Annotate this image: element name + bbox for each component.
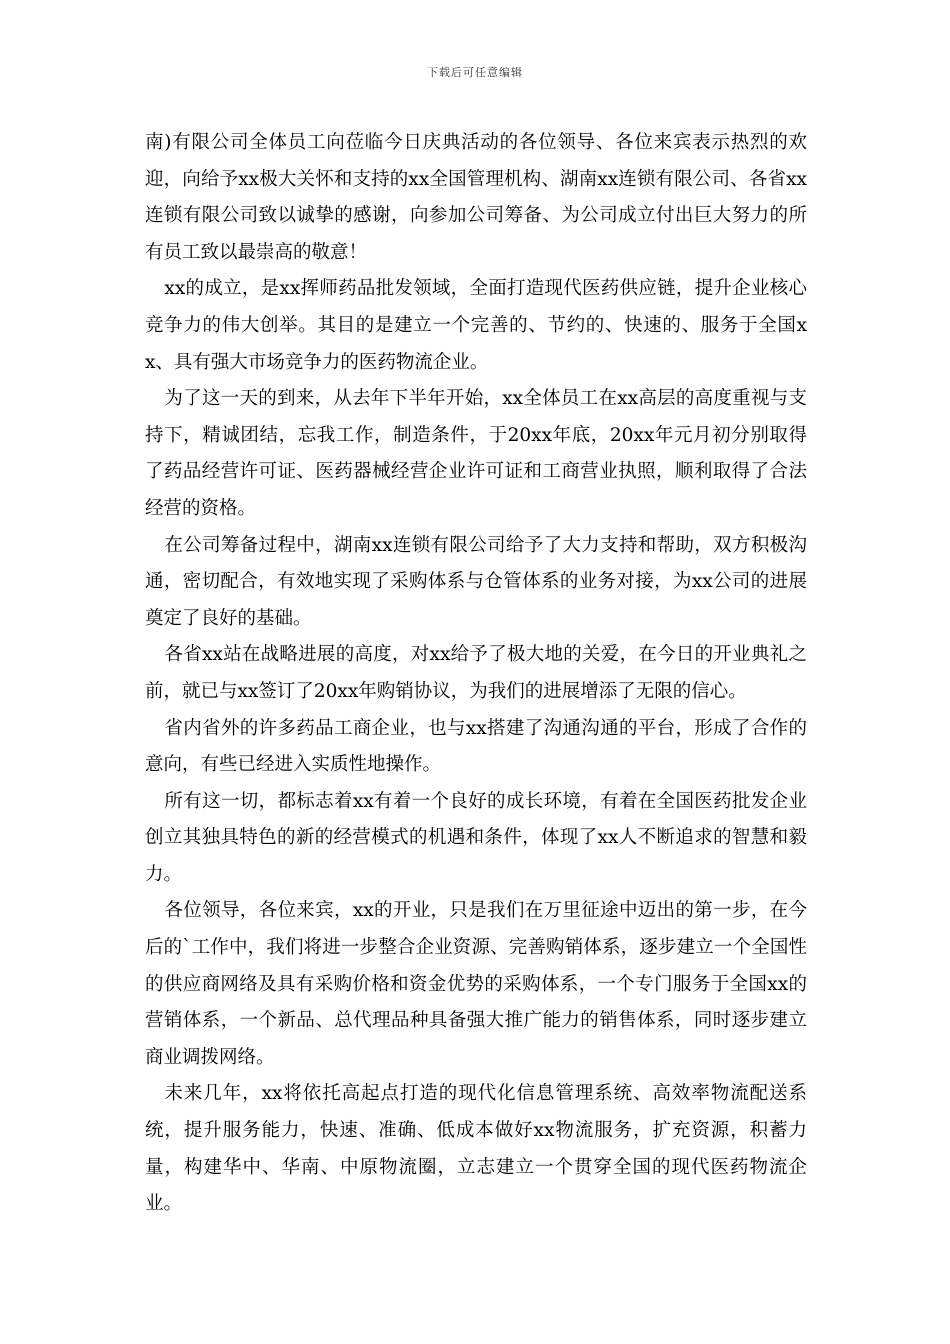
paragraph-8: 各位领导，各位来宾，xx的开业，只是我们在万里征途中迈出的第一步，在今后的`工作中，我们将进一步整合企业资源、完善购销体系，逐步建立一个全国性的供应商网络及具有采购价格和资金优势的采购体系，一个专门服务于全国xx的营销体系，一个新品、总代理品种具备强大推广能力的销售体系，同时逐步建立商业调拨网络。 <box>145 900 807 1068</box>
paragraph-2: xx的成立，是xx挥师药品批发领域，全面打造现代医药供应链，提升企业核心竞争力的伟大创举。其目的是建立一个完善的、节约的、快速的、服务于全国xx、具有强大市场竞争力的医药物流企业。 <box>145 278 807 373</box>
paragraph-3: 为了这一天的到来，从去年下半年开始，xx全体员工在xx高层的高度重视与支持下，精诚团结，忘我工作，制造条件，于20xx年底，20xx年元月初分别取得了药品经营许可证、医药器械经营企业许可证和工商营业执照，顺利取得了合法经营的资格。 <box>145 388 807 519</box>
paragraph-1: 南)有限公司全体员工向莅临今日庆典活动的各位领导、各位来宾表示热烈的欢迎，向给予xx极大关怀和支持的xx全国管理机构、湖南xx连锁有限公司、各省xx连锁有限公司致以诚挚的感谢，向参加公司筹备、为公司成立付出巨大努力的所有员工致以最崇高的敬意！ <box>145 132 807 263</box>
document-body <box>145 125 807 1223</box>
paragraph-6: 省内省外的许多药品工商企业，也与xx搭建了沟通沟通的平台，形成了合作的意向，有些已经进入实质性地操作。 <box>145 717 807 776</box>
paragraph-7: 所有这一切，都标志着xx有着一个良好的成长环境，有着在全国医药批发企业创立其独具特色的新的经营模式的机遇和条件，体现了xx人不断追求的智慧和毅力。 <box>145 790 807 885</box>
paragraph-5: 各省xx站在战略进展的高度，对xx给予了极大地的关爱，在今日的开业典礼之前，就已与xx签订了20xx年购销协议，为我们的进展增添了无限的信心。 <box>145 644 807 702</box>
paragraph-9: 未来几年，xx将依托高起点打造的现代化信息管理系统、高效率物流配送系统，提升服务能力，快速、准确、低成本做好xx物流服务，扩充资源，积蓄力量，构建华中、华南、中原物流圈，立志建立一个贯穿全国的现代医药物流企业。 <box>145 1083 807 1215</box>
page-header-note: 下载后可任意编辑 <box>427 66 523 79</box>
paragraph-4: 在公司筹备过程中，湖南xx连锁有限公司给予了大力支持和帮助，双方积极沟通，密切配合，有效地实现了采购体系与仓管体系的业务对接，为xx公司的进展奠定了良好的基础。 <box>145 534 807 629</box>
